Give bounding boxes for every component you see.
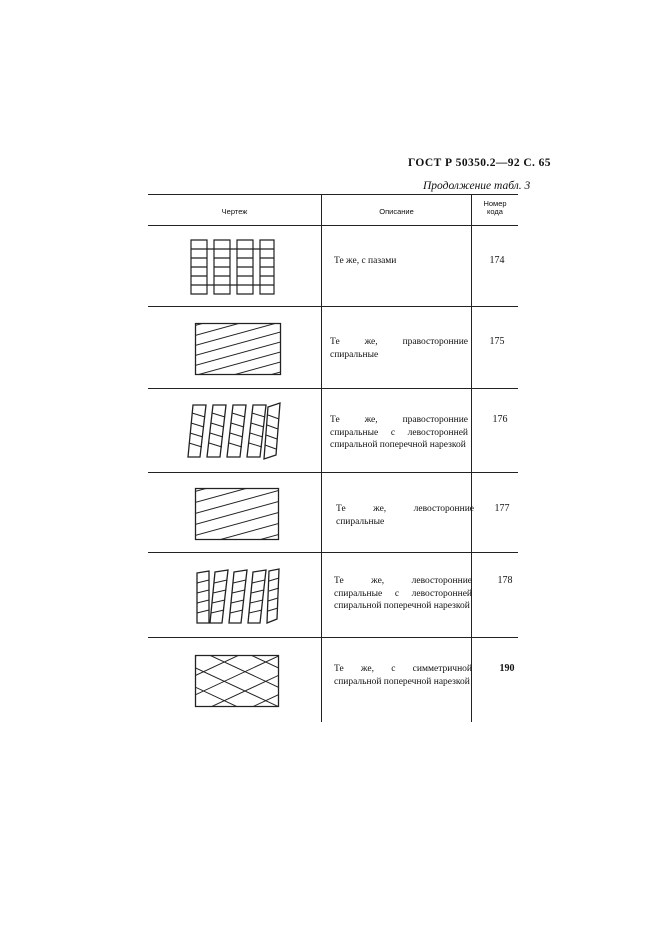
symmetric-cross-spiral-pattern-icon bbox=[195, 655, 279, 707]
right-spiral-left-cross-pattern-icon bbox=[188, 401, 282, 459]
column-header-code: Номер кода bbox=[483, 199, 507, 216]
row-code: 174 bbox=[489, 255, 505, 266]
left-spiral-left-cross-pattern-icon bbox=[195, 567, 281, 625]
table-top-rule bbox=[148, 194, 518, 195]
row-separator bbox=[148, 306, 518, 307]
column-divider-1 bbox=[321, 194, 322, 722]
row-description: Те же, с симметричной спиральной поперечной нарезкой bbox=[334, 664, 472, 687]
row-description: Те же, правосторонние спиральные bbox=[330, 337, 468, 360]
table-continuation-label: Продолжение табл. 3 bbox=[423, 180, 531, 192]
row-description: Те же, с пазами bbox=[334, 256, 397, 266]
right-spiral-pattern-icon bbox=[195, 323, 281, 375]
row-separator bbox=[148, 388, 518, 389]
standard-header: ГОСТ Р 50350.2—92 С. 65 bbox=[408, 157, 551, 169]
row-code: 178 bbox=[497, 575, 513, 586]
row-code: 177 bbox=[494, 503, 510, 514]
row-separator bbox=[148, 637, 518, 638]
row-description: Те же, левосторонние спиральные с левосторонней спиральной поперечной нарезкой bbox=[334, 576, 472, 611]
table-header-rule bbox=[148, 225, 518, 226]
column-header-drawing: Чертеж bbox=[221, 207, 248, 216]
row-code: 190 bbox=[499, 663, 515, 674]
row-separator bbox=[148, 552, 518, 553]
row-code: 175 bbox=[489, 336, 505, 347]
row-separator bbox=[148, 472, 518, 473]
grooved-knurl-pattern-icon bbox=[188, 239, 278, 295]
left-spiral-pattern-icon bbox=[195, 488, 279, 540]
column-header-description: Описание bbox=[379, 207, 414, 216]
row-description: Те же, левосторонние спиральные bbox=[336, 504, 474, 527]
row-description: Те же, правосторонние спиральные с левосторонней спиральной поперечной нарезкой bbox=[330, 415, 468, 450]
row-code: 176 bbox=[492, 414, 508, 425]
column-divider-2 bbox=[471, 194, 472, 722]
